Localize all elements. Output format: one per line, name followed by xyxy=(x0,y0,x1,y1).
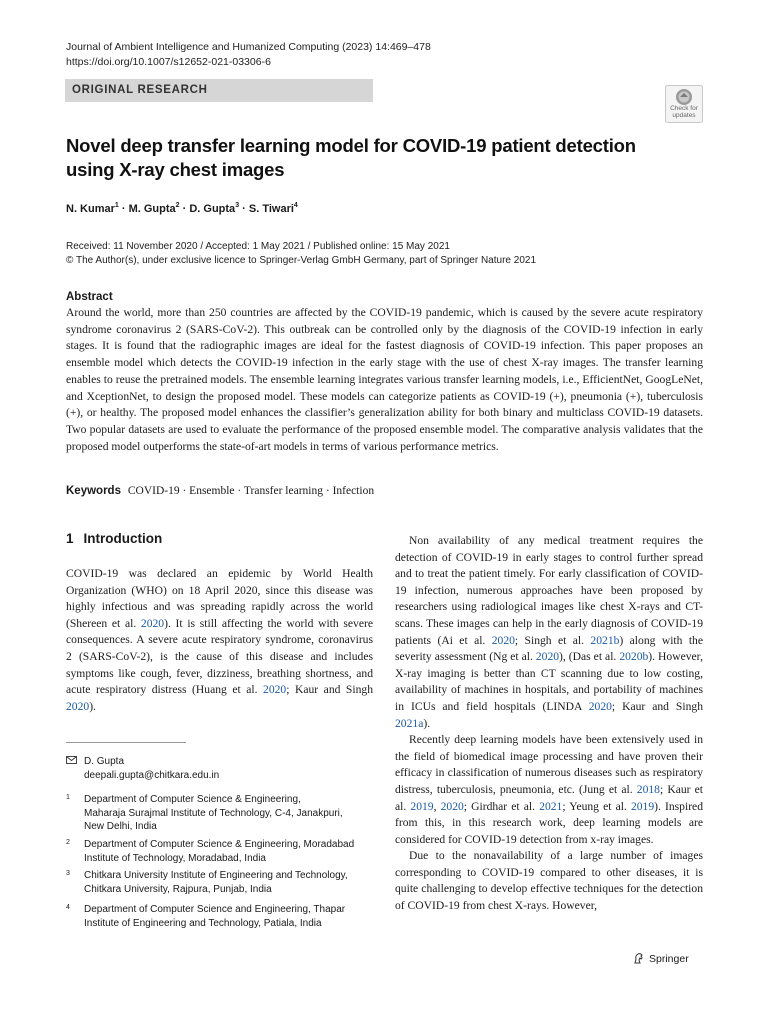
paragraph-text: ). xyxy=(423,716,431,730)
date-history: Received: 11 November 2020 / Accepted: 1 May 2021 / Published online: 15 May 2021 xyxy=(66,241,450,252)
keywords xyxy=(66,485,374,497)
paragraph-text: ; Girdhar et al. xyxy=(463,799,540,813)
citation-link[interactable]: 2020 xyxy=(66,699,90,713)
intro-left-column xyxy=(66,566,373,715)
author-affiliation-mark: 3 xyxy=(235,202,240,209)
journal-header xyxy=(66,40,431,70)
paragraph-text: , xyxy=(433,799,441,813)
paragraph-text: ; Kaur and Singh xyxy=(286,683,373,697)
keywords-list: COVID-19 · Ensemble · Transfer learning · Infection xyxy=(127,485,375,497)
paragraph-text: ) along with the severity assessment (Ng et al. xyxy=(395,633,703,664)
author-separator: · xyxy=(239,203,249,215)
title-line-1: Novel deep transfer learning model for COVID-19 patient detection xyxy=(66,135,636,156)
citation-link[interactable]: 2020 xyxy=(440,799,464,813)
intro-paragraph-1 xyxy=(66,566,373,715)
affiliation-1: 1 Department of Computer Science & Engineering, Maharaja Surajmal Institute of Technology, C-4, Janakpuri, New Delhi, India xyxy=(66,794,343,833)
author-separator: · xyxy=(179,203,190,215)
author-name: D. Gupta xyxy=(189,203,236,215)
paragraph-text: ; Kaur et al. xyxy=(395,782,704,813)
title-line-2: using X-ray chest images xyxy=(66,159,285,180)
paragraph-text: ; Yeung et al. xyxy=(562,799,631,813)
citation-link[interactable]: 2020 xyxy=(535,650,560,664)
affiliation-3: 3 Chitkara University Institute of Engineering and Technology, Chitkara University, Rajpura, Punjab, India xyxy=(66,870,348,895)
correspondence xyxy=(66,755,366,785)
intro-paragraph-3 xyxy=(395,732,703,848)
author-separator: · xyxy=(118,203,129,215)
citation-link[interactable]: 2020 xyxy=(491,633,515,647)
author-list xyxy=(66,202,298,215)
author-name: M. Gupta xyxy=(128,203,176,215)
publisher-name: Springer xyxy=(649,952,689,965)
citation-link[interactable]: 2021a xyxy=(395,716,424,730)
citation-link[interactable]: 2021 xyxy=(539,799,563,813)
doi-link[interactable]: https://doi.org/10.1007/s12652-021-03306-6 xyxy=(66,56,271,68)
paragraph-text: ). It is still affecting the world with severe consequences. A severe acute respiratory syndrome, coronavirus 2 (SARS-CoV-2), is the cause of this disease and includes symptoms like cough, fever, dizziness, breathing shortness, and acute respiratory distress (Huang et al. xyxy=(66,616,373,697)
publisher-logo xyxy=(632,952,689,965)
article-type-label: ORIGINAL RESEARCH xyxy=(65,79,373,102)
author-affiliation-mark: 4 xyxy=(293,202,298,209)
citation-link[interactable]: 2019 xyxy=(410,799,434,813)
paragraph-text: ). Inspired from this, in this research work, deep learning models are considered for COVID-19 detection from x-ray images. xyxy=(395,799,704,846)
envelope-icon xyxy=(66,756,77,764)
citation-link[interactable]: 2021b xyxy=(590,633,620,647)
keywords-label: Keywords xyxy=(66,485,121,497)
citation-link[interactable]: 2020 xyxy=(588,699,612,713)
springer-horse-icon xyxy=(632,952,645,965)
intro-paragraph-4 xyxy=(395,848,703,914)
citation-link[interactable]: 2020 xyxy=(263,683,287,697)
paragraph-text: ), (Das et al. xyxy=(559,650,620,664)
paragraph-text: COVID-19 was declared an epidemic by World Health Organization (WHO) on 18 April 2020, since this disease was highly infectious and was spreading rapidly across the world (Shereen et al. xyxy=(66,567,373,630)
paragraph-text: Due to the nonavailability of a large number of images corresponding to COVID-19 compared to other diseases, it is quite challenging to develop effective techniques for the detection of COVID-19 from chest X-rays. However, xyxy=(395,849,703,913)
citation-link[interactable]: 2020b xyxy=(619,650,649,664)
paper-title xyxy=(66,134,666,182)
citation-link[interactable]: 2019 xyxy=(630,799,655,813)
paragraph-text: ). xyxy=(89,699,96,713)
paragraph-text: ; Kaur and Singh xyxy=(611,699,703,713)
copyright-notice: © The Author(s), under exclusive licence to Springer-Verlag GmbH Germany, part of Springer Nature 2021 xyxy=(66,255,536,266)
paragraph-text: ; Singh et al. xyxy=(514,633,591,647)
affiliation-2: 2 Department of Computer Science & Engineering, Moradabad Institute of Technology, Moradabad, India xyxy=(66,839,355,864)
journal-citation: Journal of Ambient Intelligence and Humanized Computing (2023) 14:469–478 xyxy=(66,41,431,53)
author-name: S. Tiwari xyxy=(248,203,294,215)
correspondence-email[interactable]: deepali.gupta@chitkara.edu.in xyxy=(84,770,220,781)
intro-right-column xyxy=(395,533,703,915)
section-title: Introduction xyxy=(83,531,163,546)
author-affiliation-mark: 2 xyxy=(175,202,180,209)
intro-paragraph-2 xyxy=(395,533,703,732)
paragraph-text: Recently deep learning models have been extensively used in the field of biomedical image processing and have proven their efficacy in classification of numerous diseases such as respiratory distress, tuberculosis, pneumonia, etc. (Jung et al. xyxy=(395,733,703,796)
affiliation-4: 4 Department of Computer Science and Engineering, Thapar Institute of Engineering and Technology, Patiala, India xyxy=(66,904,346,929)
author-affiliation-mark: 1 xyxy=(114,202,119,209)
abstract-heading: Abstract xyxy=(66,291,113,303)
correspondence-name: D. Gupta xyxy=(84,756,125,767)
author-name: N. Kumar xyxy=(66,203,115,215)
section-heading-introduction xyxy=(66,531,162,546)
paragraph-text: Non availability of any medical treatment requires the detection of COVID-19 in early stages to control further spread and to treat the patient timely. For early classification of COVID-19 infection, numerous approaches have been proposed by researchers using radiological images like chest X-rays and CT-scans. These images can help in the early diagnosis of COVID-19 patients (Ai et al. xyxy=(395,534,703,647)
check-for-updates-label: Check for updates xyxy=(670,105,698,119)
citation-link[interactable]: 2018 xyxy=(636,782,660,796)
publication-dates xyxy=(66,240,536,268)
citation-link[interactable]: 2020 xyxy=(140,616,165,630)
abstract-text: Around the world, more than 250 countries are affected by the COVID-19 pandemic, which is caused by the severe acute respiratory syndrome coronavirus 2 (SARS-CoV-2). This outbreak can be controlled only by the diagnosis of the COVID-19 infection in early stages. It is found that the radiographic images are ideal for the fastest diagnosis of COVID-19 infection. This paper proposes an ensemble model which detects the COVID-19 infection in the early stage with the use of chest X-ray images. The transfer learning enables to reuse the pretrained models. The ensemble learning integrates various transfer learning models, i.e., EfficientNet, GoogLeNet, and XceptionNet, to design the proposed model. These models can categorize patients as COVID-19 (+), pneumonia (+), tuberculosis (+), or healthy. The proposed model enhances the classifier’s generalization ability for both binary and multiclass COVID-19 datasets. Two popular datasets are used to evaluate the performance of the proposed ensemble model. The comparative analysis validates that the proposed model outperforms the state-of-art models in terms of various performance metrics. xyxy=(66,306,703,453)
section-number: 1 xyxy=(66,531,74,546)
paragraph-text: ). However, X-ray imaging is better than CT scanning due to low costing, availability of machines in hospitals, and portability of machines in ICUs and field hospitals (LINDA xyxy=(395,650,703,713)
footnote-divider xyxy=(66,742,186,743)
